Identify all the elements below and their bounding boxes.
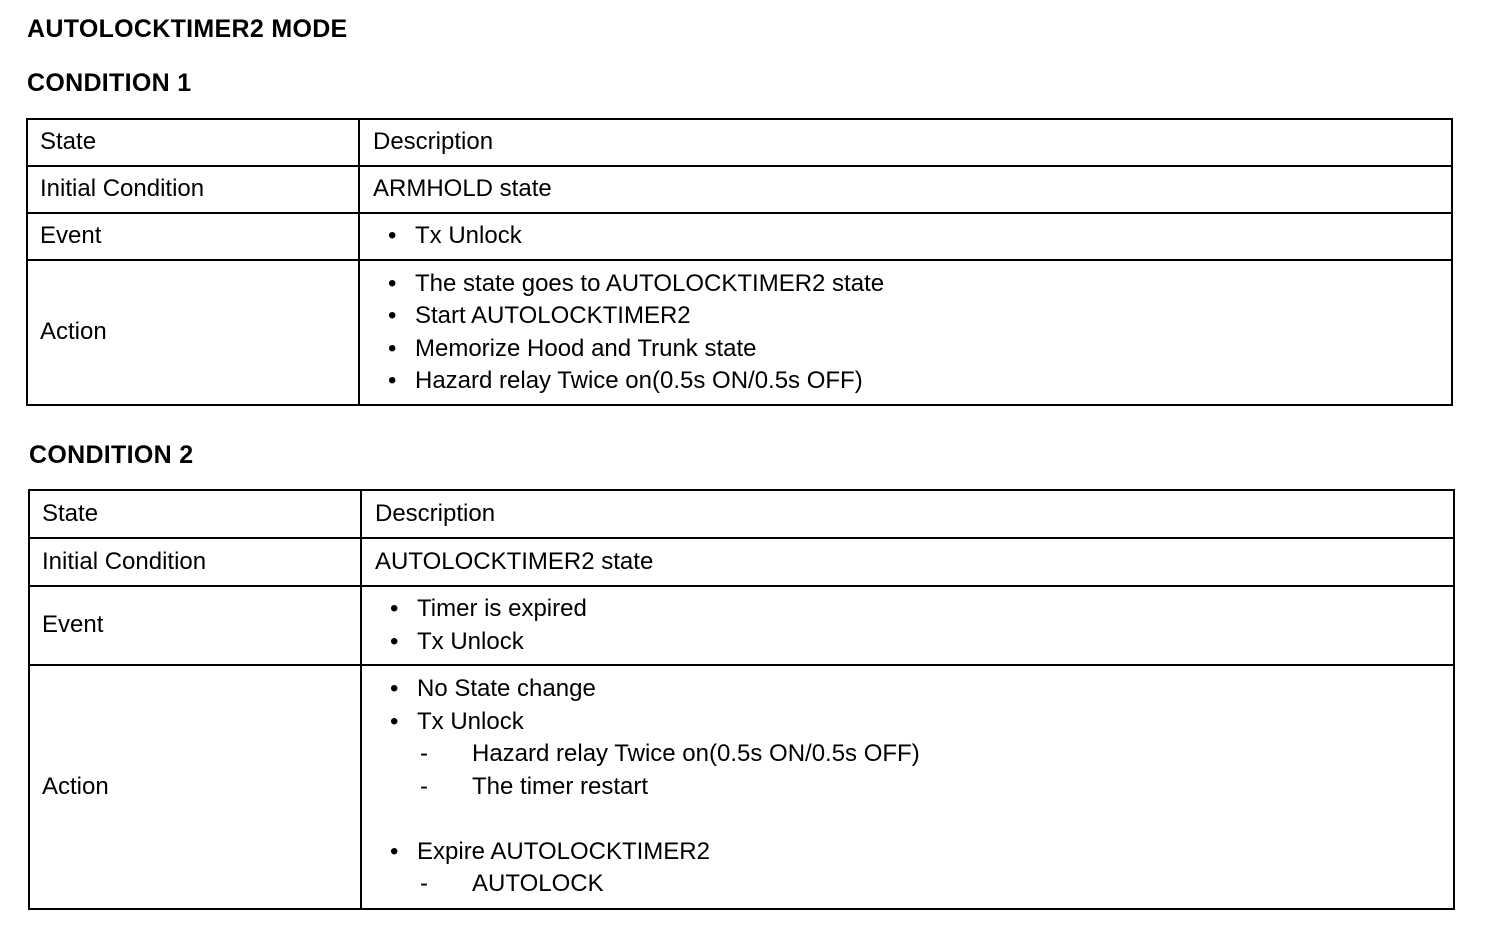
condition-2-table: [28, 489, 1455, 910]
header-description-cell: Description: [359, 119, 1452, 166]
table-row: [29, 665, 1454, 909]
list-item-text: Tx Unlock: [417, 707, 524, 735]
initial-condition-value: AUTOLOCKTIMER2 state: [361, 538, 1454, 586]
action-label: Action: [27, 260, 359, 405]
action-description: [361, 665, 1454, 909]
list-item-text: The state goes to AUTOLOCKTIMER2 state: [415, 269, 885, 297]
initial-condition-label: Initial Condition: [29, 538, 361, 586]
list-item-text: Timer is expired: [417, 595, 587, 622]
list-item: [360, 220, 1451, 253]
page-title: AUTOLOCKTIMER2 MODE: [27, 15, 348, 43]
bullet-icon: •: [388, 222, 397, 250]
dash-icon: -: [420, 740, 428, 768]
event-label: Event: [27, 213, 359, 260]
bullet-icon: •: [388, 302, 397, 329]
bullet-icon: •: [388, 334, 397, 362]
list-item-text: Hazard relay Twice on(0.5s ON/0.5s OFF): [415, 367, 863, 394]
bullet-icon: •: [388, 367, 397, 394]
table-row: [29, 538, 1454, 586]
list-spacer: [362, 803, 1453, 836]
sub-list-item-text: AUTOLOCK: [472, 870, 604, 898]
list-item: [362, 626, 1453, 659]
table-row: [27, 260, 1452, 405]
sub-list-item: [362, 771, 1453, 804]
list-item-text: Start AUTOLOCKTIMER2: [415, 302, 691, 329]
bullet-icon: •: [390, 627, 399, 655]
table-row: [29, 586, 1454, 665]
event-description: [359, 213, 1452, 260]
table-row: [29, 490, 1454, 538]
list-item: [360, 268, 1451, 301]
list-item: [360, 333, 1451, 366]
list-item-text: Expire AUTOLOCKTIMER2: [417, 837, 710, 865]
list-item-text: No State change: [417, 675, 596, 703]
event-label: Event: [29, 586, 361, 665]
list-item: [360, 365, 1451, 398]
condition-1-table: [26, 118, 1453, 406]
bullet-icon: •: [390, 595, 399, 622]
condition-1-heading: CONDITION 1: [27, 69, 192, 97]
dash-icon: -: [420, 772, 428, 800]
list-item-text: Memorize Hood and Trunk state: [415, 334, 757, 362]
list-item: [362, 593, 1453, 626]
header-description-cell: Description: [361, 490, 1454, 538]
initial-condition-value: ARMHOLD state: [359, 166, 1452, 213]
action-label: Action: [29, 665, 361, 909]
bullet-icon: •: [390, 837, 399, 865]
event-description: [361, 586, 1454, 665]
list-item: [362, 706, 1453, 739]
sub-list-item: [362, 738, 1453, 771]
condition-2-heading: CONDITION 2: [29, 441, 194, 469]
table-row: [27, 213, 1452, 260]
list-item: [362, 673, 1453, 706]
sub-list-item-text: The timer restart: [472, 772, 649, 800]
header-state-cell: State: [27, 119, 359, 166]
bullet-icon: •: [388, 269, 397, 297]
bullet-icon: •: [390, 675, 399, 703]
initial-condition-label: Initial Condition: [27, 166, 359, 213]
sub-list-item-text: Hazard relay Twice on(0.5s ON/0.5s OFF): [472, 740, 920, 768]
action-description: [359, 260, 1452, 405]
list-item: [362, 836, 1453, 869]
dash-icon: -: [420, 870, 428, 898]
table-row: [27, 119, 1452, 166]
list-item-text: Tx Unlock: [417, 627, 524, 655]
list-item-text: Tx Unlock: [415, 222, 522, 250]
list-item: [360, 300, 1451, 333]
table-row: [27, 166, 1452, 213]
bullet-icon: •: [390, 707, 399, 735]
header-state-cell: State: [29, 490, 361, 538]
sub-list-item: [362, 868, 1453, 901]
